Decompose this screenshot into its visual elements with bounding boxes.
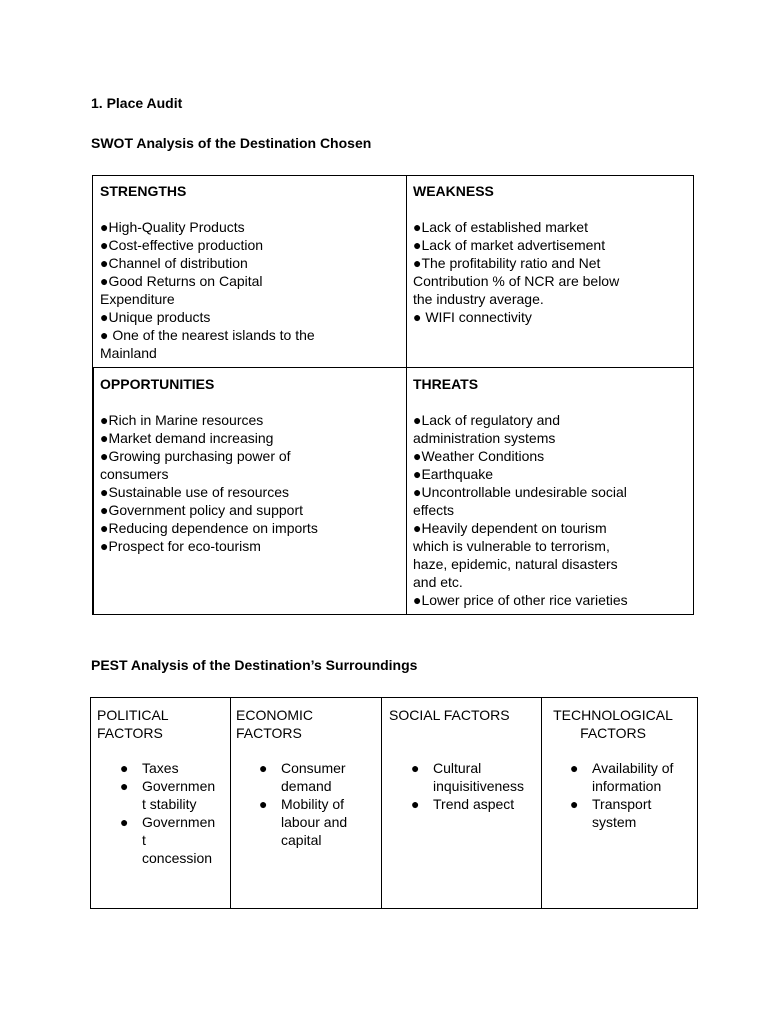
list-item-text: Cultural [433, 760, 482, 776]
pest-list-technological [570, 759, 673, 831]
list-item-text: t [142, 832, 146, 848]
text-line: Expenditure [100, 291, 175, 307]
text-line: ● WIFI connectivity [413, 309, 532, 325]
list-item [570, 759, 673, 795]
text-line: ●Lack of market advertisement [413, 237, 606, 253]
text-line: ●Unique products [100, 309, 211, 325]
text-line: consumers [100, 466, 169, 482]
text-line: which is vulnerable to terrorism, [413, 538, 610, 554]
swot-cell-opportunities [100, 375, 400, 555]
pest-header-economic [236, 706, 313, 742]
text-line: ●Sustainable use of resources [100, 484, 290, 500]
list-item-text: Mobility of [281, 796, 345, 812]
pest-header-political [97, 706, 169, 742]
text-line: and etc. [413, 574, 463, 590]
strengths-lines [100, 218, 400, 362]
list-item [120, 777, 215, 813]
text-line: FACTORS [97, 725, 163, 741]
bullet-icon: ● [259, 760, 268, 776]
text-line: ●Cost-effective production [100, 237, 264, 253]
bullet-icon: ● [570, 760, 579, 776]
list-item-text: concession [142, 850, 213, 866]
text-line: TECHNOLOGICAL [553, 707, 673, 723]
text-line: ●High-Quality Products [100, 219, 245, 235]
swot-row-divider [92, 367, 694, 368]
list-item-text: system [592, 814, 637, 830]
list-item [570, 795, 673, 831]
bullet-icon: ● [570, 796, 579, 812]
text-line: ●The profitability ratio and Net [413, 255, 601, 271]
pest-header-social [389, 706, 510, 724]
swot-cell-threats [413, 375, 688, 609]
pest-heading: PEST Analysis of the Destination’s Surroundings [91, 657, 418, 673]
text-line: ●Lower price of other rice varieties [413, 592, 628, 608]
section-heading-place-audit: 1. Place Audit [91, 95, 183, 111]
pest-divider-3 [541, 697, 542, 909]
list-item-text: labour and [281, 814, 348, 830]
list-item [411, 795, 524, 813]
list-item-text: information [592, 778, 662, 794]
list-item [259, 759, 347, 795]
opportunities-lines [100, 411, 400, 555]
list-item [411, 759, 524, 795]
pest-divider-1 [230, 697, 231, 909]
text-line: administration systems [413, 430, 556, 446]
text-line: ●Rich in Marine resources [100, 412, 264, 428]
text-line: ●Heavily dependent on tourism [413, 520, 607, 536]
pest-list-political [120, 759, 215, 867]
list-item-text: capital [281, 832, 322, 848]
text-line: ● One of the nearest islands to the [100, 327, 315, 343]
text-line: effects [413, 502, 454, 518]
text-line: the industry average. [413, 291, 544, 307]
list-item-text: Taxes [142, 760, 179, 776]
list-item [120, 813, 215, 867]
weakness-lines [413, 218, 688, 326]
list-item [259, 795, 347, 849]
swot-heading: SWOT Analysis of the Destination Chosen [91, 135, 372, 151]
swot-cell-strengths [100, 182, 400, 362]
text-line: Mainland [100, 345, 157, 361]
text-line: ●Earthquake [413, 466, 494, 482]
list-item-text: Availability of [592, 760, 674, 776]
text-line: ●Weather Conditions [413, 448, 545, 464]
pest-divider-2 [381, 697, 382, 909]
text-line: FACTORS [580, 725, 646, 741]
bullet-icon: ● [411, 760, 420, 776]
text-line: ●Growing purchasing power of [100, 448, 291, 464]
swot-left-rule [93, 368, 94, 614]
threats-lines [413, 411, 688, 609]
bullet-icon: ● [411, 796, 420, 812]
text-line: ●Uncontrollable undesirable social [413, 484, 627, 500]
text-line: SOCIAL FACTORS [389, 707, 510, 723]
pest-list-economic [259, 759, 347, 849]
list-item [120, 759, 215, 777]
threats-title: THREATS [413, 376, 479, 392]
text-line: ●Lack of established market [413, 219, 588, 235]
text-line: ●Reducing dependence on imports [100, 520, 318, 536]
list-item-text: t stability [142, 796, 197, 812]
list-item-text: Governmen [142, 778, 216, 794]
list-item-text: Trend aspect [433, 796, 515, 812]
text-line: ●Government policy and support [100, 502, 304, 518]
strengths-title: STRENGTHS [100, 183, 187, 199]
text-line: ●Market demand increasing [100, 430, 274, 446]
weakness-title: WEAKNESS [413, 183, 494, 199]
pest-list-social [411, 759, 524, 813]
text-line: ●Good Returns on Capital [100, 273, 263, 289]
bullet-icon: ● [120, 778, 129, 794]
text-line: ECONOMIC [236, 707, 313, 723]
text-line: Contribution % of NCR are below [413, 273, 620, 289]
swot-cell-weakness [413, 182, 688, 326]
list-item-text: inquisitiveness [433, 778, 525, 794]
list-item-text: Consumer [281, 760, 346, 776]
opportunities-title: OPPORTUNITIES [100, 376, 215, 392]
bullet-icon: ● [120, 760, 129, 776]
bullet-icon: ● [120, 814, 129, 830]
pest-header-technological [546, 706, 680, 742]
text-line: ●Prospect for eco-tourism [100, 538, 261, 554]
bullet-icon: ● [259, 796, 268, 812]
list-item-text: Transport [592, 796, 652, 812]
list-item-text: demand [281, 778, 332, 794]
text-line: POLITICAL [97, 707, 169, 723]
list-item-text: Governmen [142, 814, 216, 830]
text-line: haze, epidemic, natural disasters [413, 556, 618, 572]
text-line: ●Channel of distribution [100, 255, 248, 271]
text-line: FACTORS [236, 725, 302, 741]
text-line: ●Lack of regulatory and [413, 412, 560, 428]
swot-column-divider [406, 175, 407, 615]
